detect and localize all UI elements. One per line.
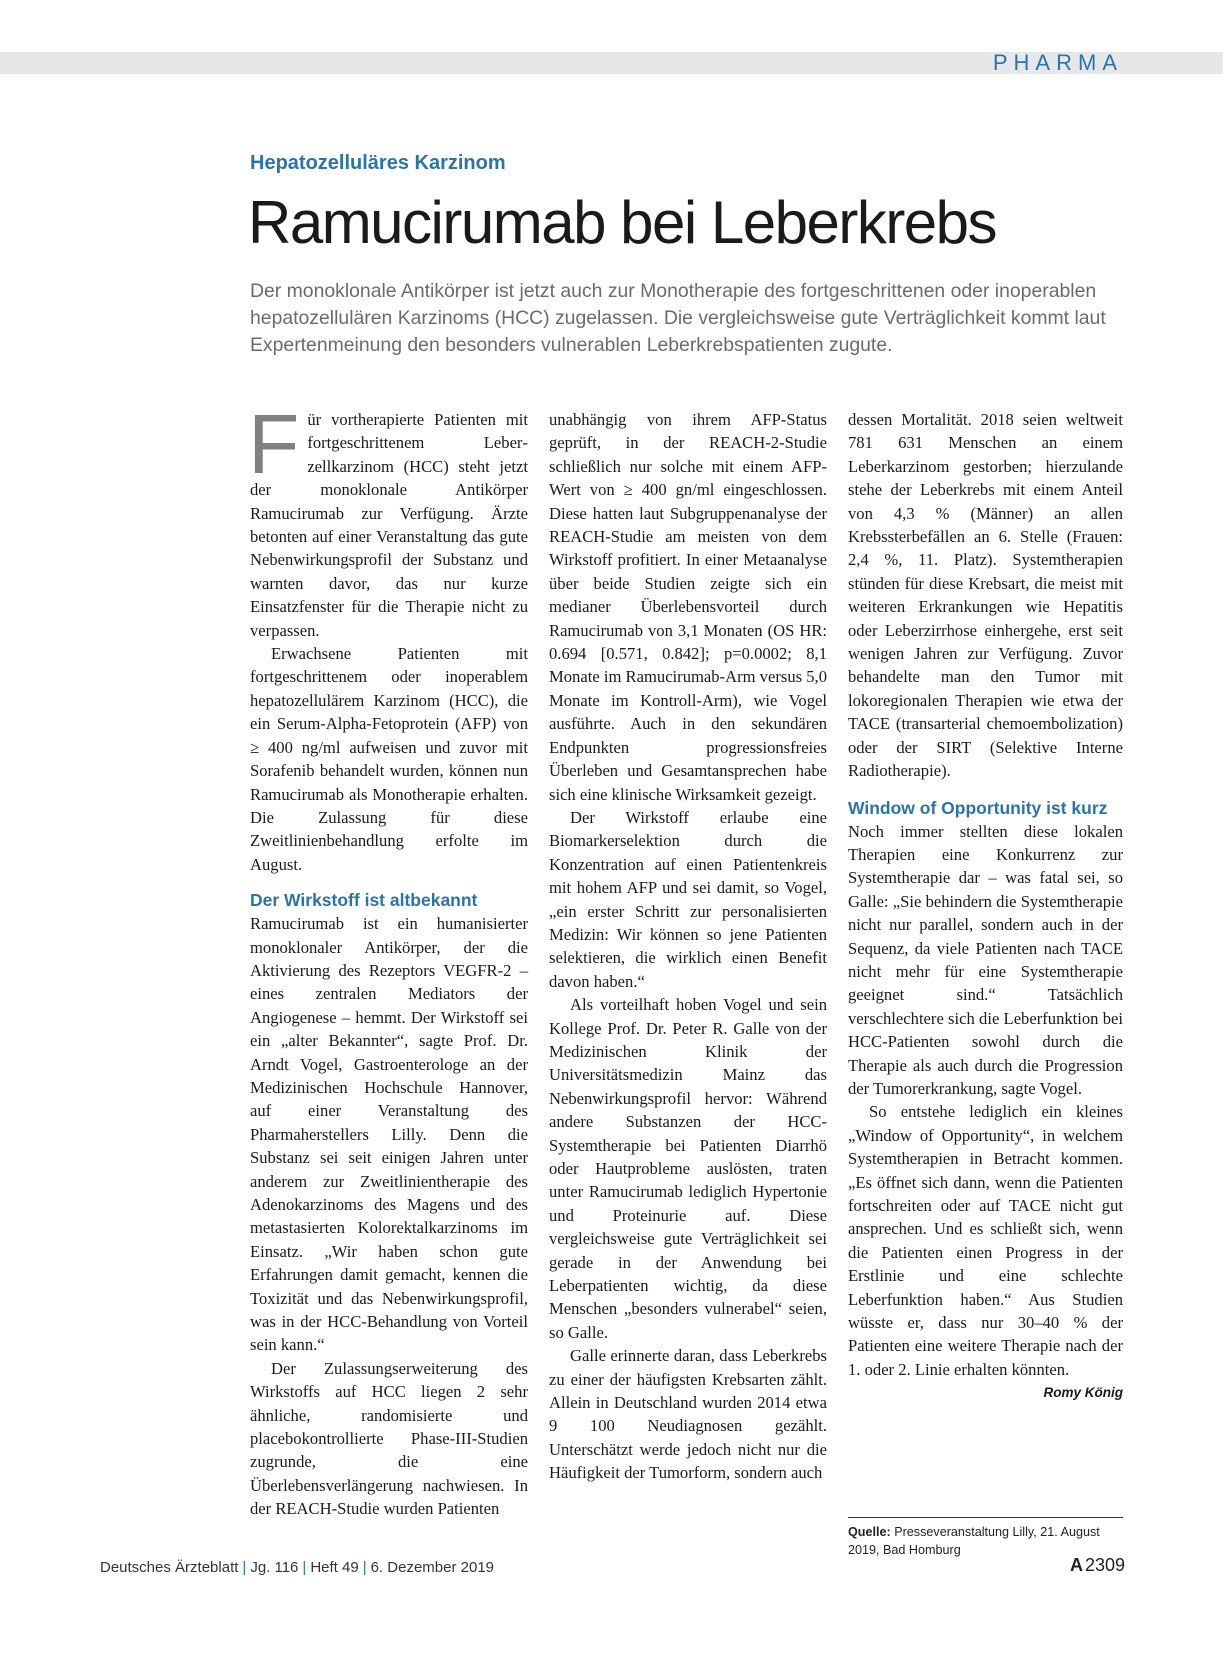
paragraph-6: Der Wirkstoff erlaube eine Biomarkerselektion durch die Konzentration auf einen Patientenkreis mit hohem AFP und sei damit, so Vogel, „ein erster Schritt zur personalisierten Medizin: Wir können so jene Patienten selektieren, die wirklich einen Benefit davon haben.“ — [549, 807, 827, 991]
source-text: Presseveranstaltung Lilly, 21. August 2019, Bad Homburg — [848, 1525, 1100, 1557]
page-number — [1070, 1555, 1125, 1576]
article-column-3 — [848, 408, 1123, 1404]
section-label: PHARMA — [992, 50, 1123, 75]
paragraph-2: Erwachsene Patienten mit fortgeschrittenem oder inoperablem hepatozellulärem Karzinom (HCC), die ein Serum-Alpha-Fetoprotein (AFP) von ≥ 400 ng/ml aufweisen und zuvor mit Sorafenib behandelt wurden, können nun Ramucirumab als Monotherapie erhalten. Die Zulassung für diese Zweitlinienbehandlung erfolte im August. — [250, 644, 528, 874]
author-byline: Romy König — [1043, 1385, 1123, 1401]
article-kicker: Hepatozelluläres Karzinom — [250, 152, 506, 174]
paragraph-11 — [848, 1100, 1123, 1401]
paragraph-1-text: ür vortherapierte Patienten mit fortgeschrittenem Leberzellkarzinom (HCC) steht jetzt der monoklonale Antikörper Ramucirumab zur Verfügung. Ärzte betonten auf einer Veranstaltung das gute Nebenwirkungsprofil der Substanz und warnten davor, das nur kurze Einsatzfenster für die Therapie nicht zu verpassen. — [250, 410, 528, 640]
footer-volume: Jg. 116 — [250, 1559, 299, 1576]
paragraph-3: Ramucirumab ist ein humanisierter monoklonaler Antikörper, der die Aktivierung des Rezeptors VEGFR-2 – eines zentralen Mediators der Angiogenese – hemmt. Der Wirkstoff sei ein „alter Bekannter“, sagte Prof. Dr. Arndt Vogel, Gastroenterologe an der Medizinischen Hochschule Hannover, auf einer Veranstaltung des Pharmaherstellers Lilly. Denn die Substanz sei seit einigen Jahren unter anderem zur Zweitlinientherapie des Adenokarzinoms des Magens und des metastasierten Kolorektalkarzinoms im Einsatz. „Wir haben schon gute Erfahrungen damit gemacht, kennen die Toxizität und das Nebenwirkungsprofil, was in der HCC-Behandlung von Vorteil sein kann.“ — [250, 914, 528, 1355]
footer-date: 6. Dezember 2019 — [370, 1559, 494, 1576]
footer-issue: Heft 49 — [310, 1559, 359, 1576]
article-column-2 — [549, 408, 827, 1485]
paragraph-5: unabhängig von ihrem AFP-Status geprüft, in der REACH-2-Studie schließlich nur solche mit einem AFP-Wert von ≥ 400 gn/ml eingeschlossen. Diese hatten laut Subgruppenanalyse der REACH-Studie am meisten von dem Wirkstoff profitiert. In einer Metaanalyse über beide Studien zeigte sich ein medianer Überlebensvorteil durch Ramucirumab von 3,1 Monaten (OS HR: 0.694 [0.571, 0.842]; p=0.0002; 8,1 Monate im Ramucirumab-Arm versus 5,0 Monate im Kontroll-Arm), wie Vogel ausführte. Auch in den sekundären Endpunkten progressionsfreies Überleben und Gesamtansprechen habe sich eine klinische Wirksamkeit gezeigt. — [549, 410, 827, 804]
article-lead: Der monoklonale Antikörper ist jetzt auch zur Monotherapie des fortgeschrittenen oder inoperablen hepatozellulären Karzinoms (HCC) zugelassen. Die vergleichsweise gute Verträglichkeit kommt laut Expertenmeinung den besonders vulnerablen Leberkrebspatienten zugute. — [250, 280, 1106, 356]
source-note — [848, 1517, 1123, 1559]
article-column-1 — [248, 397, 528, 1521]
page-prefix: A — [1069, 1555, 1083, 1575]
paragraph-8: Galle erinnerte daran, dass Leberkrebs zu einer der häufigsten Krebsarten zählt. Allein in Deutschland wurden 2014 etwa 9 100 Neudiagnosen gezählt. Unterschätzt werde jedoch nicht nur die Häufigkeit der Tumorform, sondern auch — [549, 1346, 827, 1483]
paragraph-10: Noch immer stellten diese lokalen Therapien eine Konkurrenz zur Systemtherapie dar – was fatal sei, so Galle: „Sie behindern die Systemtherapie nicht nur parallel, sondern auch in der Sequenz, da viele Patienten nach TACE nicht mehr für eine Systemtherapie geeignet sind.“ Tatsächlich verschlechtere sich die Leberfunktion bei HCC-Patienten sowohl durch die Therapie als auch durch die Progression der Tumorerkrankung, sagte Vogel. — [848, 821, 1123, 1098]
page-footer — [100, 1559, 494, 1576]
footer-separator: | — [302, 1559, 307, 1576]
paragraph-11-text: So entstehe lediglich ein kleines „Window of Opportunity“, in welchem Systemtherapien in Betracht kommen. „Es öffnet sich dann, wenn die Patienten fortschreiten oder auf TACE nicht gut ansprechen. Und es schließt sich, wenn die Patienten einen Progress in der Erstlinie und eine schlechte Leberfunktion haben.“ Aus Studien wüsste er, dass nur 30–40 % der Patienten eine weitere Therapie nach der 1. oder 2. Linie erhalten könnten. — [848, 1102, 1123, 1379]
subheading-1: Der Wirkstoff ist altbekannt — [250, 890, 478, 911]
paragraph-intro — [248, 397, 528, 642]
paragraph-4: Der Zulassungserweiterung des Wirkstoffs auf HCC liegen 2 sehr ähnliche, randomisierte und placebokontrollierte Phase-III-Studien zugrunde, die eine Überlebensverlängerung nachwiesen. In der REACH-Studie wurden Patienten — [250, 1358, 528, 1519]
paragraph-7: Als vorteilhaft hoben Vogel und sein Kollege Prof. Dr. Peter R. Galle von der Medizinischen Klinik der Universitätsmedizin Mainz das Nebenwirkungsprofil hervor: Während andere Substanzen der HCC-Systemtherapie bei Patienten Diarrhö oder Hautprobleme auslösten, traten unter Ramucirumab lediglich Hypertonie und Proteinurie auf. Diese vergleichsweise gute Verträglichkeit sei gerade in der Anwendung bei Leberpatienten wichtig, da diese Menschen „besonders vulnerabel“ seien, so Galle. — [549, 995, 827, 1342]
page-number-value: 2309 — [1084, 1555, 1125, 1575]
drop-cap: F — [248, 397, 300, 491]
article-title: Ramucirumab bei Leberkrebs — [248, 189, 997, 256]
footer-separator: | — [242, 1559, 247, 1576]
subheading-2: Window of Opportunity ist kurz — [848, 797, 1108, 818]
source-label: Quelle: — [848, 1525, 891, 1539]
paragraph-9: dessen Mortalität. 2018 seien weltweit 781 631 Menschen an einem Leberkarzinom gestorben; hierzulande stehe der Leberkrebs mit einem Anteil von 4,3 % (Männer) an allen Krebssterbefällen an 6. Stelle (Frauen: 2,4 %, 11. Platz). Systemtherapien stünden für diese Krebsart, die meist mit weiteren Erkrankungen wie Hepatitis oder Leberzirrhose einhergehe, erst seit wenigen Jahren zur Verfügung. Zuvor behandelte man den Tumor mit lokoregionalen Therapien wie etwa der TACE (transarterial chemoembolization) oder der SIRT (Selektive Interne Radiotherapie). — [848, 410, 1123, 781]
footer-journal: Deutsches Ärzteblatt — [100, 1559, 239, 1576]
footer-separator: | — [362, 1559, 367, 1576]
